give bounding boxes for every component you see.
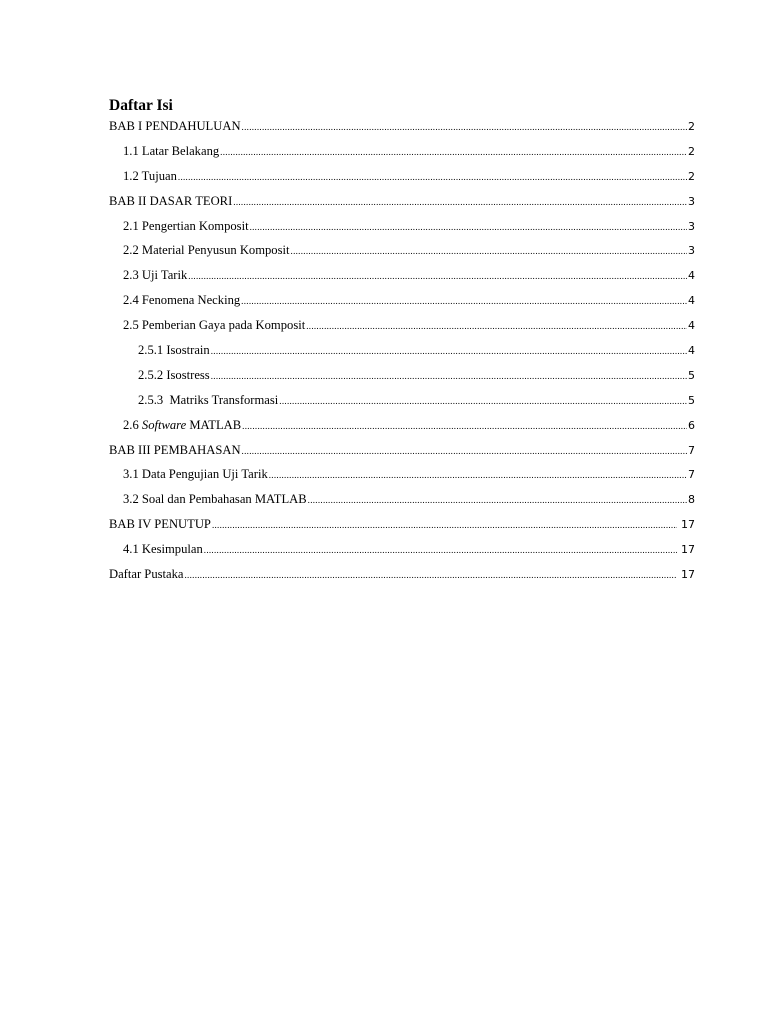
toc-entry-text: 2.5 Pemberian Gaya pada Komposit bbox=[123, 318, 306, 333]
toc-page-number: 4 bbox=[688, 294, 695, 308]
toc-page-number: 4 bbox=[688, 269, 695, 283]
toc-entry-italic: Software bbox=[141, 417, 187, 432]
toc-page-number: 7 bbox=[688, 468, 695, 482]
toc-entry-prefix: 2.6 bbox=[123, 417, 142, 432]
toc-entry-text: 2.2 Material Penyusun Komposit bbox=[123, 243, 290, 258]
toc-entry[interactable] bbox=[109, 241, 695, 266]
toc-dot-leader bbox=[178, 168, 687, 186]
toc-page-number: 4 bbox=[688, 319, 695, 333]
toc-dot-leader bbox=[269, 466, 687, 484]
toc-dot-leader bbox=[250, 218, 687, 236]
toc-dot-leader bbox=[211, 342, 687, 360]
toc-entry-text: 1.2 Tujuan bbox=[123, 168, 177, 183]
toc-dot-leader bbox=[306, 317, 687, 335]
toc-entry[interactable] bbox=[109, 341, 695, 366]
toc-dot-leader bbox=[242, 442, 687, 460]
toc-entry[interactable] bbox=[109, 167, 695, 192]
toc-entry[interactable] bbox=[109, 142, 695, 167]
toc-entry-text: 2.5.3 Matriks Transformasi bbox=[138, 392, 279, 407]
toc-page-number: 5 bbox=[688, 368, 695, 382]
toc-entry[interactable] bbox=[109, 490, 695, 515]
toc-entry-text: 3.1 Data Pengujian Uji Tarik bbox=[123, 467, 268, 482]
toc-entry[interactable] bbox=[109, 291, 695, 316]
toc-entry[interactable] bbox=[109, 316, 695, 341]
toc-dot-leader bbox=[291, 242, 687, 260]
toc-dot-leader bbox=[233, 193, 687, 211]
toc-dot-leader bbox=[242, 417, 687, 435]
toc-dot-leader bbox=[279, 392, 687, 410]
toc-dot-leader bbox=[212, 516, 677, 534]
toc-entry[interactable] bbox=[109, 366, 695, 391]
toc-page-number: 3 bbox=[688, 194, 695, 208]
toc-dot-leader bbox=[308, 491, 687, 509]
toc-page-number: 4 bbox=[688, 344, 695, 358]
toc-dot-leader bbox=[204, 541, 677, 559]
toc-entry[interactable] bbox=[109, 117, 695, 142]
toc-entry-text: BAB II DASAR TEORI bbox=[109, 193, 233, 208]
toc-page-number: 7 bbox=[688, 443, 695, 457]
toc-page-number: 2 bbox=[688, 120, 695, 133]
toc-entry-text: 1.1 Latar Belakang bbox=[123, 143, 220, 158]
toc-entry-text: BAB I PENDAHULUAN bbox=[109, 119, 241, 133]
toc-title: Daftar Isi bbox=[109, 97, 173, 114]
toc-entry[interactable] bbox=[109, 540, 695, 565]
toc-dot-leader bbox=[211, 367, 687, 385]
toc-entry[interactable] bbox=[109, 192, 695, 217]
toc-entry[interactable] bbox=[109, 441, 695, 466]
toc-entry[interactable] bbox=[109, 266, 695, 291]
toc-entry-text: BAB IV PENUTUP bbox=[109, 517, 211, 532]
toc-page-number: 2 bbox=[688, 144, 695, 158]
toc-entry-text: 2.5.1 Isostrain bbox=[138, 343, 210, 358]
toc-entry[interactable] bbox=[109, 217, 695, 242]
toc-entry-text: 2.5.2 Isostress bbox=[138, 367, 210, 382]
toc-entry[interactable] bbox=[109, 416, 695, 441]
toc-entry-text: 2.3 Uji Tarik bbox=[123, 268, 188, 283]
toc-page-number: 3 bbox=[688, 219, 695, 233]
toc-page-number: 3 bbox=[688, 244, 695, 258]
toc-dot-leader bbox=[242, 118, 687, 136]
toc-entry-text: 2.4 Fenomena Necking bbox=[123, 293, 241, 308]
toc-page-number: 2 bbox=[688, 169, 695, 183]
toc-entry[interactable] bbox=[109, 465, 695, 490]
toc-entry[interactable] bbox=[109, 565, 695, 590]
toc-dot-leader bbox=[220, 143, 687, 161]
toc-page-number: 17 bbox=[681, 518, 695, 532]
toc-entry-suffix: MATLAB bbox=[186, 417, 242, 432]
toc-page-number: 8 bbox=[688, 493, 695, 507]
toc-page-number: 17 bbox=[681, 543, 695, 557]
toc-dot-leader bbox=[241, 292, 687, 310]
table-of-contents bbox=[109, 117, 695, 590]
toc-dot-leader bbox=[185, 566, 678, 584]
toc-entry-text: 2.1 Pengertian Komposit bbox=[123, 218, 249, 233]
toc-page-number: 6 bbox=[688, 418, 695, 432]
toc-page-number: 17 bbox=[681, 568, 695, 582]
toc-entry-text bbox=[123, 416, 241, 434]
toc-dot-leader bbox=[188, 267, 687, 285]
toc-entry-text: 4.1 Kesimpulan bbox=[123, 542, 203, 557]
toc-entry-text: 3.2 Soal dan Pembahasan MATLAB bbox=[123, 492, 307, 507]
toc-entry[interactable] bbox=[109, 391, 695, 416]
toc-entry[interactable] bbox=[109, 515, 695, 540]
toc-entry-text: BAB III PEMBAHASAN bbox=[109, 442, 241, 457]
toc-entry-text: Daftar Pustaka bbox=[109, 567, 184, 582]
toc-page-number: 5 bbox=[688, 393, 695, 407]
